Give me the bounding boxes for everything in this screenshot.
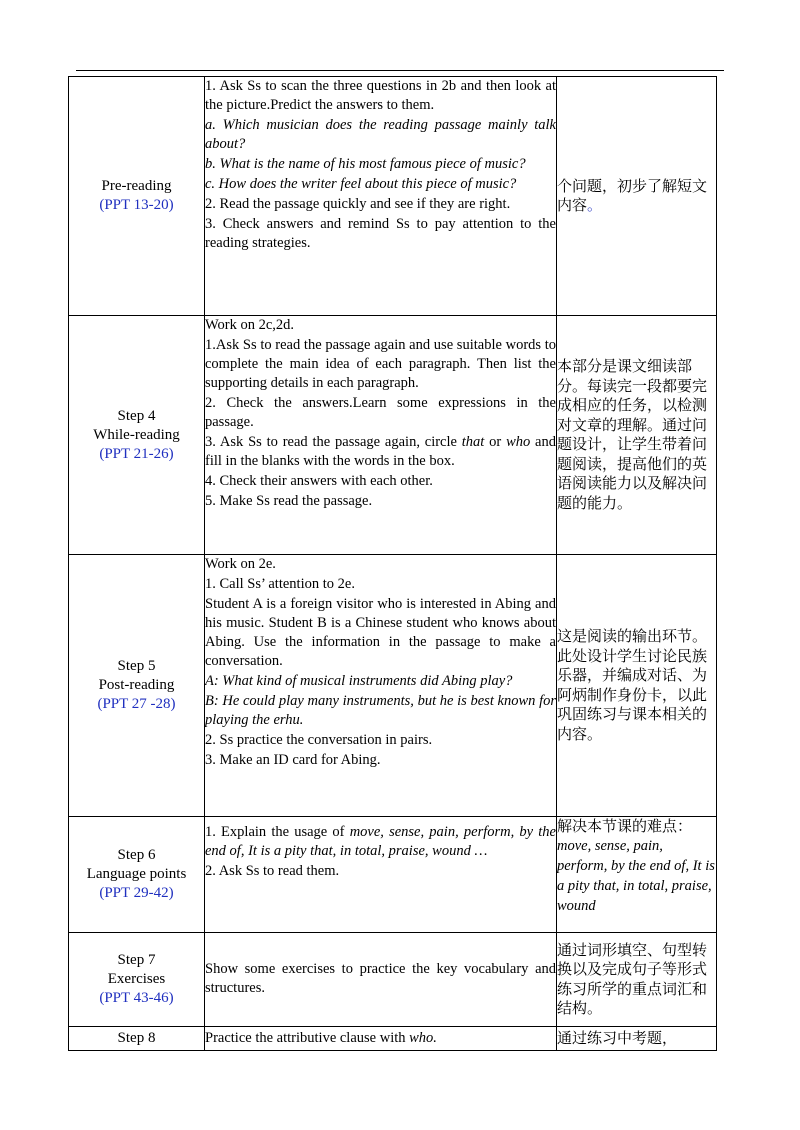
table-row (69, 316, 717, 555)
question-line: a. Which musician does the reading passage mainly talk about? (205, 117, 556, 152)
purpose-cell (557, 316, 717, 555)
procedure-line: Work on 2c,2d. (205, 317, 295, 333)
table-row (69, 1027, 717, 1051)
purpose-text: 这是阅读的输出环节。此处设计学生讨论民族乐器，并编成对话、为阿炳制作身份卡，以此巩固练习与课本相关的内容。 (557, 627, 708, 743)
ppt-range: (PPT 43-46) (99, 990, 174, 1006)
stage-label: Exercises (107, 971, 166, 987)
procedure-line: 5. Make Ss read the passage. (205, 493, 373, 509)
step-cell (69, 817, 205, 933)
purpose-keywords: move, sense, pain, perform, by the end of, It is a pity that, in total, praise, wound (557, 838, 715, 914)
step-number: Step 5 (117, 658, 156, 674)
procedure-line: 4. Check their answers with each other. (205, 473, 433, 489)
step-cell (69, 555, 205, 817)
lesson-plan-table (68, 76, 717, 1051)
table-row (69, 555, 717, 817)
table-row (69, 817, 717, 933)
procedure-cell (205, 316, 557, 555)
purpose-cell (557, 1027, 717, 1051)
step-cell (69, 1027, 205, 1051)
procedure-line: 1.Ask Ss to read the passage again and use suitable words to complete the main idea of each paragraph. Then list the supporting details in each paragraph. (205, 337, 556, 391)
procedure-line: 2. Check the answers.Learn some expressions in the passage. (205, 395, 556, 430)
procedure-text: or (484, 434, 507, 450)
procedure-line: 1. Call Ss’ attention to 2e. (205, 576, 355, 592)
procedure-line: 2. Ask Ss to read them. (205, 863, 340, 879)
stage-label: While-reading (93, 426, 180, 443)
table-row (69, 77, 717, 316)
stage-label: Post-reading (98, 677, 175, 693)
purpose-punct: 。 (587, 196, 603, 214)
step-number: Step 8 (117, 1030, 156, 1046)
stage-label: Language points (86, 866, 187, 882)
procedure-cell (205, 1027, 557, 1051)
procedure-line: 2. Read the passage quickly and see if they are right. (205, 196, 511, 212)
question-line: b. What is the name of his most famous piece of music? (205, 156, 526, 172)
step-cell (69, 316, 205, 555)
purpose-cell (557, 817, 717, 933)
procedure-line (205, 1029, 556, 1048)
purpose-text: 本部分是课文细读部分。每读完一段都要完成相应的任务，以检测对文章的理解。通过问题设计，让学生带着问题阅读，提高他们的英语阅读能力以及解决问题的能力。 (557, 357, 708, 512)
ppt-range: (PPT 27 -28) (97, 696, 176, 712)
keyword-who: who. (409, 1029, 437, 1046)
procedure-text: 3. Ask Ss to read the passage again, circle (205, 434, 462, 450)
procedure-line: 3. Check answers and remind Ss to pay attention to the reading strategies. (205, 216, 556, 251)
procedure-line: 2. Ss practice the conversation in pairs. (205, 732, 433, 748)
ppt-range: (PPT 21-26) (99, 445, 174, 462)
step-number: Step 6 (117, 847, 156, 863)
table-row (69, 933, 717, 1027)
dialogue-line-b: B: He could play many instruments, but he is best known for playing the erhu. (205, 693, 556, 728)
question-line: c. How does the writer feel about this piece of music? (205, 176, 517, 192)
procedure-line: Work on 2e. (205, 556, 276, 572)
procedure-line (205, 823, 556, 861)
step-number: Step 7 (117, 952, 156, 968)
procedure-text: 1. Explain the usage of (205, 824, 350, 840)
procedure-line: 3. Make an ID card for Abing. (205, 752, 381, 768)
purpose-text: 解决本节课的难点： (557, 817, 693, 835)
procedure-cell (205, 817, 557, 933)
procedure-cell (205, 77, 557, 316)
keyword-list: move, sense, pain, perform, by the end of, It is a pity that, in total, praise, wound … (205, 824, 556, 859)
procedure-line: 1. Ask Ss to scan the three questions in 2b and then look at the picture.Predict the answers to them. (205, 78, 556, 113)
step-cell (69, 77, 205, 316)
keyword-who: who (506, 434, 531, 450)
step-number: Step 4 (117, 407, 156, 424)
procedure-line (205, 433, 556, 471)
purpose-text: 通过练习中考题， (557, 1028, 678, 1047)
purpose-cell (557, 933, 717, 1027)
purpose-text: 个问题，初步了解短文内容 (557, 176, 708, 214)
ppt-range: (PPT 29-42) (99, 885, 174, 901)
procedure-text: and fill in the blanks with the words in the box. (205, 434, 556, 469)
purpose-cell (557, 555, 717, 817)
procedure-cell (205, 933, 557, 1027)
procedure-cell (205, 555, 557, 817)
dialogue-line-a: A: What kind of musical instruments did Abing play? (205, 673, 513, 689)
header-rule (76, 70, 724, 71)
purpose-cell (557, 77, 717, 316)
stage-label: Pre-reading (101, 178, 172, 194)
keyword-that: that (461, 434, 485, 450)
procedure-line: Show some exercises to practice the key vocabulary and structures. (205, 961, 556, 996)
purpose-text: 通过词形填空、句型转换以及完成句子等形式练习所学的重点词汇和结构。 (557, 940, 708, 1017)
procedure-line: Student A is a foreign visitor who is interested in Abing and his music. Student B is a Chinese student who knows about Abing. Use the information in the passage to make a conversation. (205, 596, 556, 669)
ppt-range: (PPT 13-20) (99, 197, 174, 213)
procedure-text: Practice the attributive clause with (205, 1029, 410, 1046)
step-cell (69, 933, 205, 1027)
